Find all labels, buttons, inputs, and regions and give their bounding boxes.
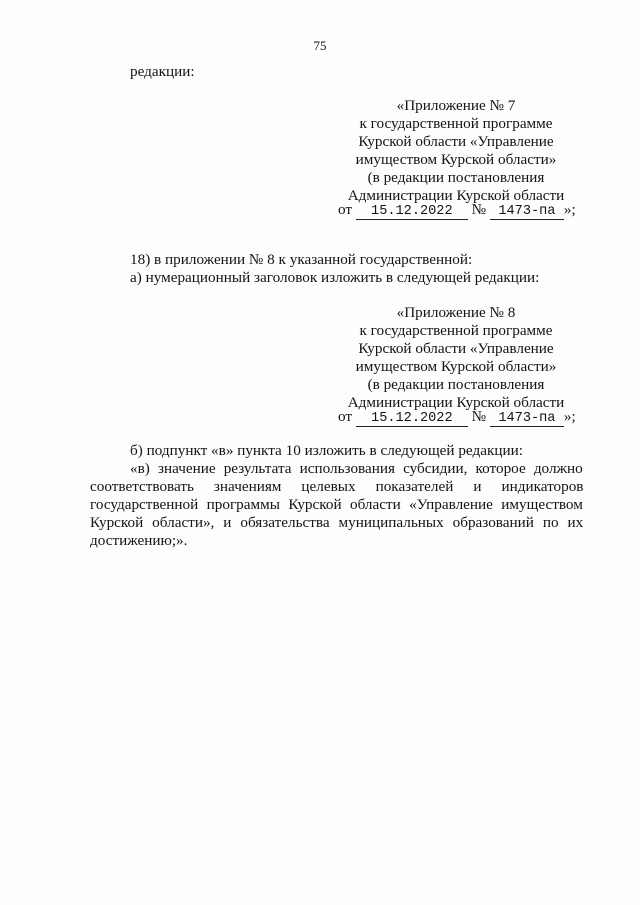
appendix-7-line: Курской области «Управление: [358, 133, 554, 150]
appendix-7-line: (в редакции постановления: [367, 169, 545, 186]
appendix-7-date-line: [338, 201, 576, 220]
from-label: от: [338, 201, 353, 218]
paragraph-line: достижению;».: [90, 532, 188, 549]
closing-quote: »;: [563, 408, 576, 425]
paragraph-line-text: «в) значение результата использования субсидии, которое должно: [130, 460, 583, 477]
item-18-heading: 18) в приложении № 8 к указанной государственной:: [130, 251, 473, 268]
paragraph-line: [90, 496, 583, 514]
appendix-8-line: к государственной программе: [359, 322, 553, 339]
appendix-8-line: Администрации Курской области: [347, 394, 565, 411]
paragraph-line-text: Курской области», и обязательства муниципальных образований по их: [90, 514, 584, 531]
sub-b-heading: б) подпункт «в» пункта 10 изложить в следующей редакции:: [130, 442, 523, 459]
paragraph-line-text: соответствовать значениям целевых показателей и индикаторов: [90, 478, 584, 495]
from-label: от: [338, 408, 353, 425]
paragraph-line: [90, 514, 583, 532]
paragraph-line: [90, 460, 583, 478]
paragraph-line-text: государственной программы Курской области «Управление имуществом: [90, 496, 583, 513]
resolution-number: 1473-па: [490, 411, 564, 427]
appendix-7-line: Администрации Курской области: [347, 187, 565, 204]
appendix-8-line: имуществом Курской области»: [355, 358, 557, 375]
closing-quote: »;: [563, 201, 576, 218]
appendix-7-heading: [336, 97, 576, 205]
appendix-8-line: Курской области «Управление: [358, 340, 554, 357]
number-label: №: [471, 201, 487, 218]
sub-b-paragraph: [90, 460, 583, 550]
resolution-date: 15.12.2022: [356, 411, 468, 427]
appendix-7-line: имуществом Курской области»: [355, 151, 557, 168]
appendix-8-line: «Приложение № 8: [396, 304, 516, 321]
appendix-8-line: (в редакции постановления: [367, 376, 545, 393]
resolution-number: 1473-па: [490, 204, 564, 220]
appendix-7-line: к государственной программе: [359, 115, 553, 132]
intro-text: редакции:: [130, 63, 195, 80]
appendix-8-date-line: [338, 408, 576, 427]
number-label: №: [471, 408, 487, 425]
item-18-sub-a: а) нумерационный заголовок изложить в следующей редакции:: [130, 269, 540, 286]
page-number: 75: [313, 38, 327, 53]
appendix-8-heading: [336, 304, 576, 412]
resolution-date: 15.12.2022: [356, 204, 468, 220]
paragraph-line: [90, 478, 583, 496]
appendix-7-line: «Приложение № 7: [396, 97, 516, 114]
